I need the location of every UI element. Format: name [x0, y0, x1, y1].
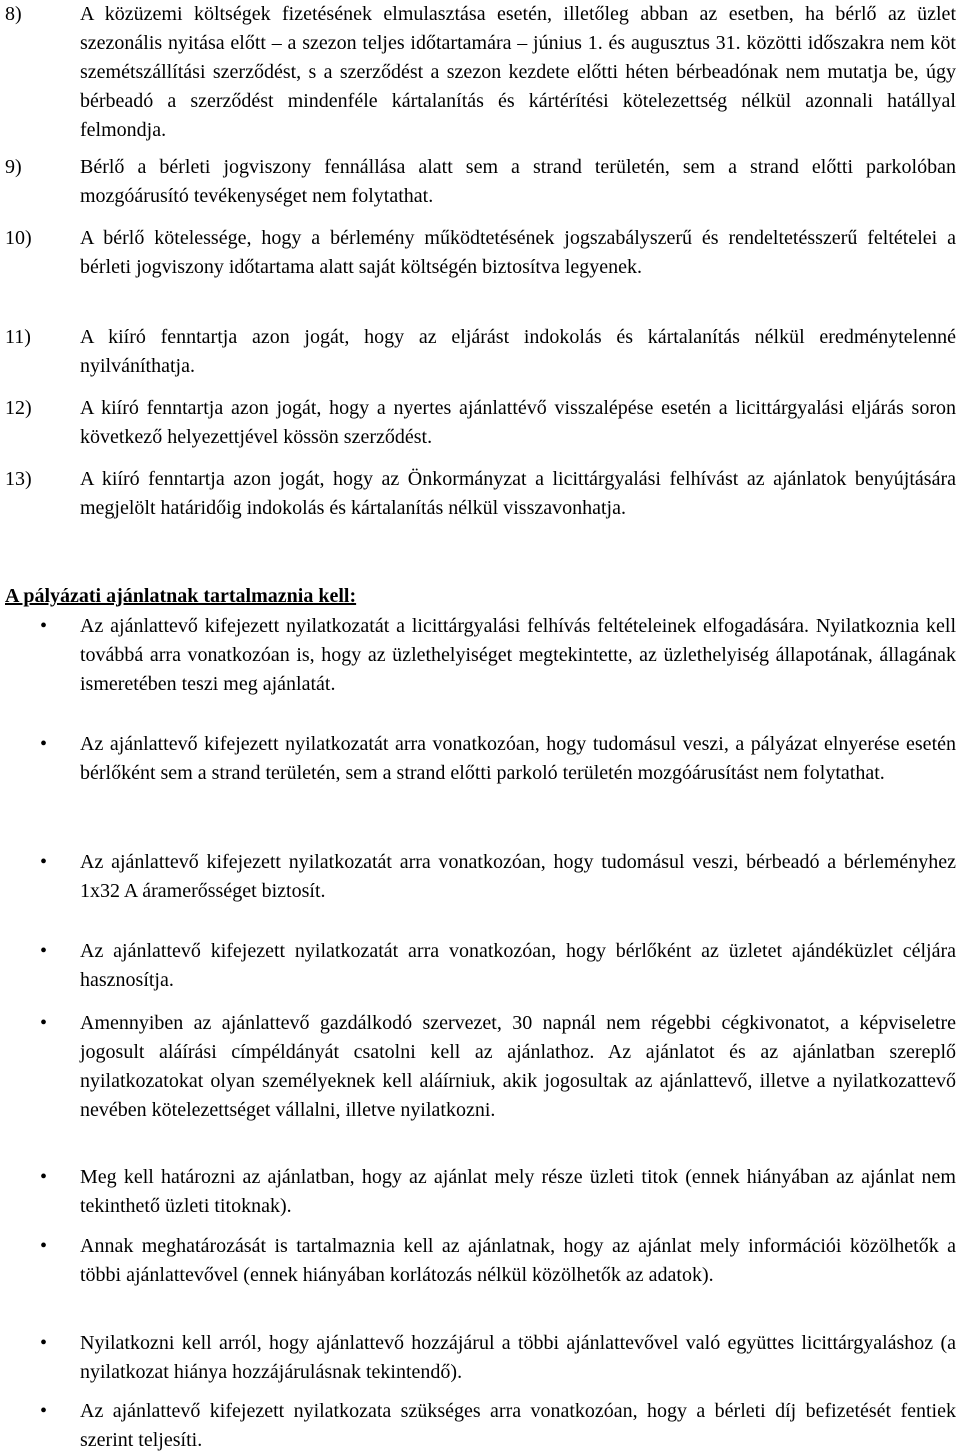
clause-number: 10) [5, 227, 32, 249]
requirement-bullet [0, 1009, 960, 1125]
requirement-bullet [0, 848, 960, 906]
bullet-marker: • [40, 1012, 48, 1034]
clause-number: 9) [5, 156, 22, 178]
bullet-text: Meg kell határozni az ajánlatban, hogy az ajánlat mely része üzleti titok (ennek hiányában az ajánlat nem tekinthető üzleti titoknak). [80, 1166, 956, 1217]
bullet-marker: • [40, 1332, 48, 1354]
bullet-text: Annak meghatározását is tartalmaznia kell az ajánlatnak, hogy az ajánlat mely információi közölhetők a többi ajánlattevővel (ennek hiányában korlátozás nélkül közölhetők az adatok). [80, 1235, 956, 1286]
requirement-bullet [0, 1329, 960, 1387]
bullet-text: Nyilatkozni kell arról, hogy ajánlattevő hozzájárul a többi ajánlattevővel való együttes licittárgyaláshoz (a nyilatkozat hiánya hozzájárulásnak tekintendő). [80, 1332, 956, 1383]
clause-9 [0, 153, 960, 211]
bullet-marker: • [40, 1166, 48, 1188]
bullet-text: Az ajánlattevő kifejezett nyilatkozatát arra vonatkozóan, hogy tudomásul veszi, bérbeadó a bérleményhez 1x32 A áramerősséget biztosít. [80, 851, 956, 902]
bullet-text: Az ajánlattevő kifejezett nyilatkozatát arra vonatkozóan, hogy tudomásul veszi, a pályázat elnyerése esetén bérlőként sem a strand területén, sem a strand előtti parkoló területén mozgóárusítást nem folytathat. [80, 733, 956, 784]
clause-11 [0, 323, 960, 381]
bullet-text: Amennyiben az ajánlattevő gazdálkodó szervezet, 30 napnál nem régebbi cégkivonatot, a képviseletre jogosult aláírási címpéldányát csatolni kell az ajánlathoz. Az ajánlatot és az ajánlatban szereplő nyilatkozatokat olyan személyeknek kell aláírniuk, akik jogosultak az ajánlattevő, illetve a nyilatkozattevő nevében kötelezettséget vállalni, illetve nyilatkozni. [80, 1012, 956, 1121]
requirement-bullet [0, 612, 960, 699]
clause-text: A kiíró fenntartja azon jogát, hogy az Önkormányzat a licittárgyalási felhívást az ajánlatok benyújtására megjelölt határidőig indokolás és kártalanítás nélkül visszavonhatja. [80, 468, 956, 519]
bullet-marker: • [40, 615, 48, 637]
clause-text: A kiíró fenntartja azon jogát, hogy a nyertes ajánlattévő visszalépése esetén a licittárgyalási eljárás soron következő helyezettjével kössön szerződést. [80, 397, 956, 448]
clause-text: Bérlő a bérleti jogviszony fennállása alatt sem a strand területén, sem a strand előtti parkolóban mozgóárusító tevékenységet nem folytathat. [80, 156, 956, 207]
requirement-bullet [0, 1163, 960, 1221]
requirement-bullet [0, 1397, 960, 1455]
clause-number: 13) [5, 468, 32, 490]
clause-8 [0, 0, 960, 145]
section-heading: A pályázati ajánlatnak tartalmaznia kell: [5, 585, 357, 607]
clause-number: 11) [5, 326, 31, 348]
clause-12 [0, 394, 960, 452]
bullet-text: Az ajánlattevő kifejezett nyilatkozatát a licittárgyalási felhívás feltételeinek elfogadására. Nyilatkoznia kell továbbá arra vonatkozóan is, hogy az üzlethelyiséget megtekintette, az üzlethelyiség állapotának, állagának ismeretében teszi meg ajánlatát. [80, 615, 956, 695]
clause-13 [0, 465, 960, 523]
clause-number: 12) [5, 397, 32, 419]
clause-text: A bérlő kötelessége, hogy a bérlemény működtetésének jogszabályszerű és rendeltetésszerű feltételei a bérleti jogviszony időtartama alatt saját költségén biztosítva legyenek. [80, 227, 956, 278]
bullet-marker: • [40, 851, 48, 873]
bullet-marker: • [40, 733, 48, 755]
clause-text: A közüzemi költségek fizetésének elmulasztása esetén, illetőleg abban az esetben, ha bérlő az üzlet szezonális nyitása előtt – a szezon teljes időtartamára – június 1. és augusztus 31. közötti időszakra nem köt szemétszállítási szerződést, s a szerződést a szezon kezdete előtti héten bérbeadónak nem mutatja be, úgy bérbeadó a szerződést mindenféle kártalanítás és kártérítési kötelezettség nélkül azonnali hatállyal felmondja. [80, 3, 956, 141]
clause-10 [0, 224, 960, 282]
bullet-marker: • [40, 940, 48, 962]
requirement-bullet [0, 1232, 960, 1290]
bullet-marker: • [40, 1235, 48, 1257]
requirement-bullet [0, 937, 960, 995]
clause-text: A kiíró fenntartja azon jogát, hogy az eljárást indokolás és kártalanítás nélkül eredménytelenné nyilváníthatja. [80, 326, 956, 377]
bullet-marker: • [40, 1400, 48, 1422]
bullet-text: Az ajánlattevő kifejezett nyilatkozata szükséges arra vonatkozóan, hogy a bérleti díj befizetését fentiek szerint teljesíti. [80, 1400, 956, 1451]
clause-number: 8) [5, 3, 22, 25]
bullet-text: Az ajánlattevő kifejezett nyilatkozatát arra vonatkozóan, hogy bérlőként az üzletet ajándéküzlet céljára hasznosítja. [80, 940, 956, 991]
requirement-bullet [0, 730, 960, 788]
